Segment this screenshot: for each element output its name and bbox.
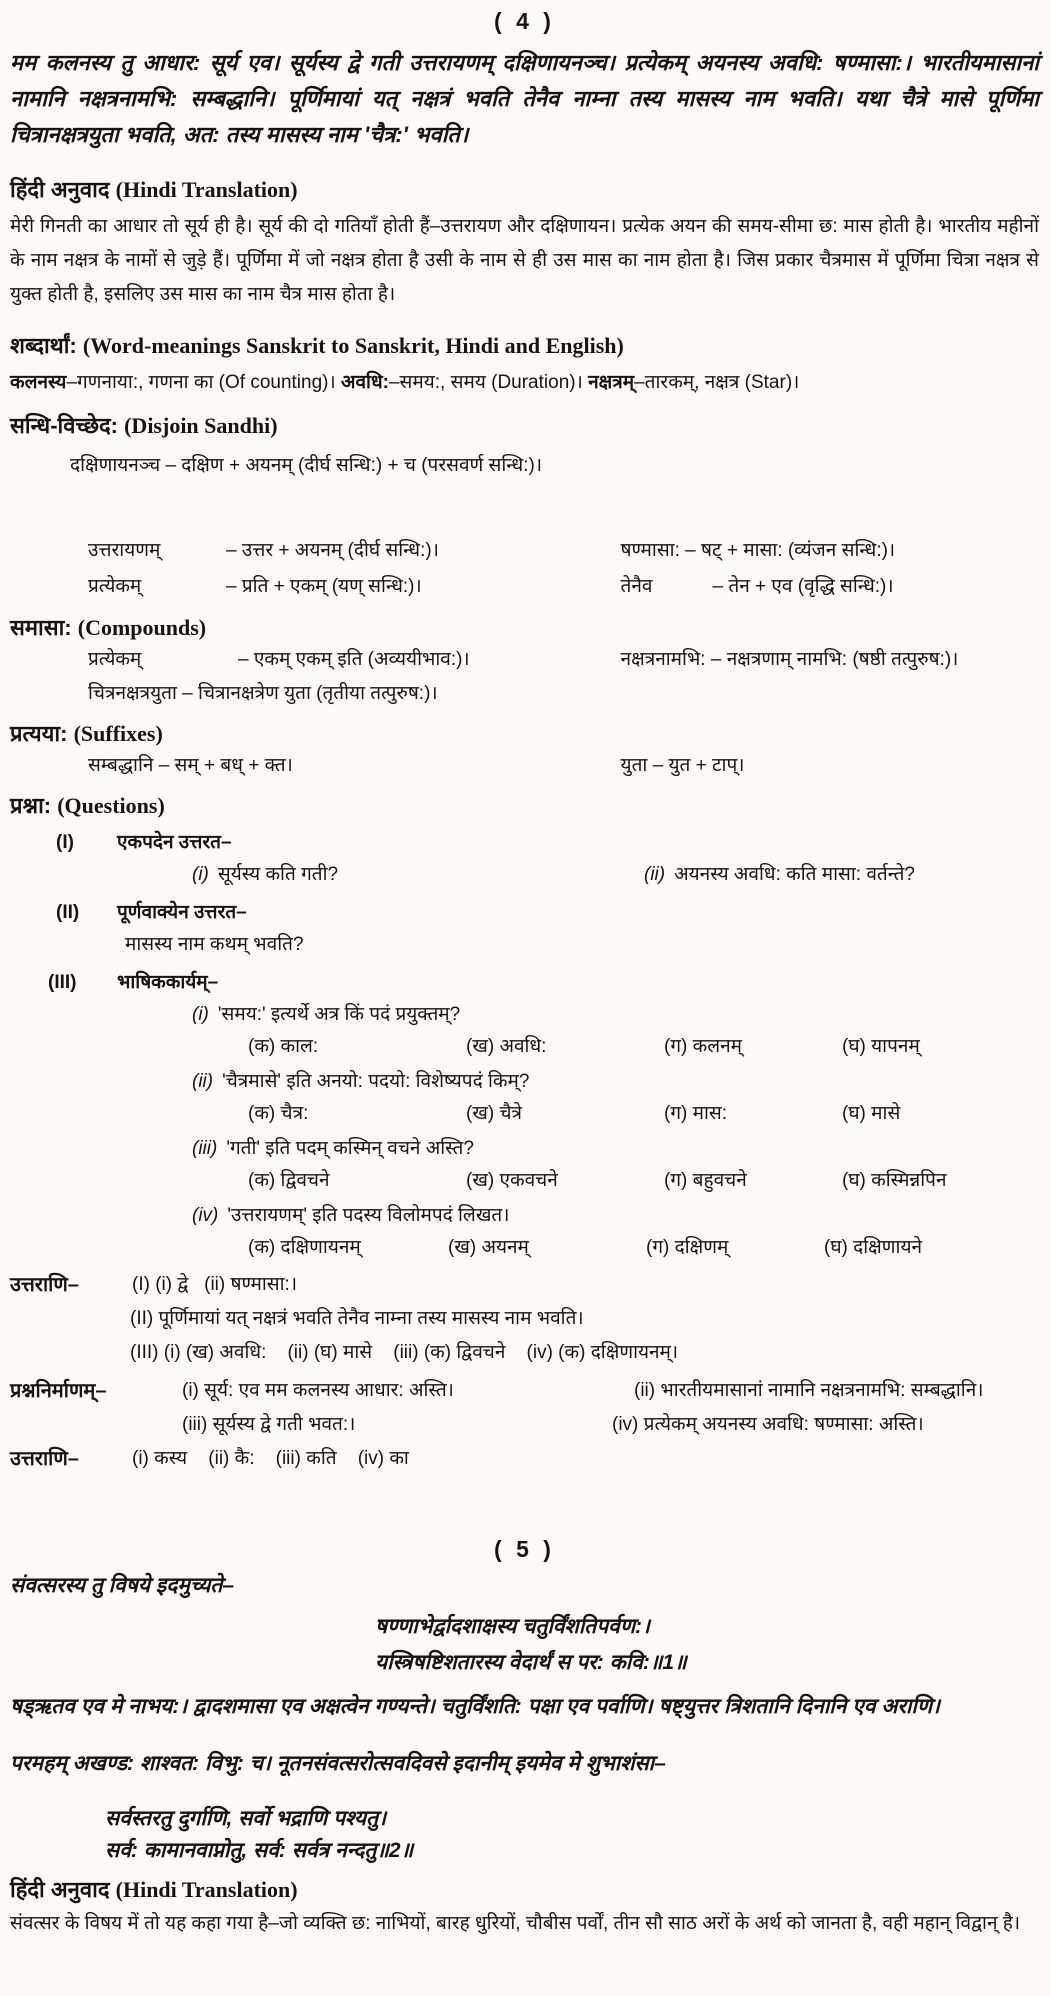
word-meanings-heading (10, 331, 1039, 361)
verse-line: सर्व: कामानवाप्नोतु, सर्व: सर्वत्र नन्दतु॥2॥ (105, 1839, 414, 1862)
hindi-translation-paragraph-p5: संवत्सर के विषय में तो यह कहा गया है–जो व्यक्ति छ: नाभियों, बारह धुरियों, चौबीस पर्वों, तीन सौ साठ अरों के अर्थ को जानता है, वही महान् विद्वान् है। (10, 1913, 1021, 1934)
question-II-text: मासस्य नाम कथम् भवति? (125, 934, 304, 955)
mcq-option: (ख) चैत्रे (466, 1103, 523, 1124)
mcq-option: (ग) दक्षिणम् (646, 1237, 729, 1258)
hindi-translation-paragraph-p4: मेरी गिनती का आधार तो सूर्य ही है। सूर्य की दो गतियाँ होती हैं–उत्तरायण और दक्षिणायन। प्रत्येक अयन की समय-सीमा छ: मास होती है। भारतीय महीनों के नाम नक्षत्र के नामों से जुड़े हैं। पूर्णिमा में जो नक्षत्र होता है उसी के नाम से ही उस मास का नाम होता है। जिस प्रकार चैत्रमास में पूर्णिमा चित्रा नक्षत्र से युक्त होती है, इसलिए उस मास का नाम चैत्र मास होता है। (10, 216, 1039, 305)
mcq-question-text: 'समय:' इत्यर्थे अत्र किं पदं प्रयुक्तम्? (217, 1004, 461, 1025)
mcq-question-text: 'गती' इति पदम् कस्मिन् वचने अस्ति? (226, 1138, 474, 1159)
mcq-question (10, 1066, 1039, 1098)
word-meaning-term: नक्षत्रम् (588, 372, 635, 393)
sanskrit-paragraph-1-p5: षड्ऋतव एव मे नाभय:। द्वादशमासा एव अक्षत्वेन गण्यन्ते। चतुर्विंशति: पक्षा एव पर्वाणि। षष्ट्युत्तर त्रिशतानि दिनानि एव अराणि। (10, 1695, 941, 1718)
question-item (644, 859, 1039, 891)
blank-gap (10, 481, 1039, 533)
mcq-option: (घ) दक्षिणायने (824, 1237, 923, 1258)
heading-hindi-text: शब्दार्थां: (10, 333, 77, 358)
word-meaning-definition: –गणनाया:, गणना का (Of counting)। (66, 372, 341, 393)
question-formation-answers (10, 1442, 1039, 1476)
question-formation-item: (i) सूर्य: एव मम कलनस्य आधार: अस्ति। (182, 1380, 454, 1401)
heading-english-text: (Suffixes) (73, 721, 163, 746)
mcq-option: (ख) एकवचने (466, 1170, 558, 1191)
heading-hindi-text: सन्धि-विच्छेद: (10, 413, 118, 438)
word-meaning-term: अवधि: (340, 372, 389, 393)
item-text: अयनस्य अवधि: कति मासा: वर्तन्ते? (674, 864, 915, 885)
mcq-options-row (10, 1232, 1039, 1264)
heading-hindi-text: हिंदी अनुवाद (10, 177, 110, 202)
sandhi-row (10, 569, 1039, 605)
answers-label: उत्तराणि– (10, 1448, 79, 1470)
suffix-row (10, 749, 1039, 783)
answers-line-2: (II) पूर्णिमायां यत् नक्षत्रं भवति तेनैव नाम्ना तस्य मासस्य नाम भवति। (130, 1308, 584, 1329)
verse-line: सर्वस्तरतु दुर्गाणि, सर्वो भद्राणि पश्यतु। (105, 1807, 387, 1830)
sanskrit-verse-2 (10, 1803, 1039, 1867)
question-II-header (10, 897, 1039, 929)
question-title: पूर्णवाक्येन उत्तरत– (117, 902, 247, 923)
question-I-items (10, 859, 1039, 891)
mcq-question-text: 'चैत्रमासे' इति अनयो: पदयो: विशेष्यपदं किम्? (222, 1071, 530, 1092)
word-meaning-definition: –तारकम्, नक्षत्र (Star)। (634, 372, 800, 393)
heading-english-text: (Word-meanings Sanskrit to Sanskrit, Hindi and English) (82, 333, 624, 358)
sandhi-term: उत्तरायणम् (88, 540, 161, 561)
compound-entry: नक्षत्रनामभि: – नक्षत्रणाम् नामभि: (षष्ठी तत्पुरुष:)। (620, 649, 959, 670)
mcq-options-row (10, 1098, 1039, 1130)
question-formation-item: (iii) सूर्यस्य द्वे गती भवत:। (182, 1414, 356, 1435)
mcq-option: (घ) यापनम् (842, 1036, 920, 1057)
question-formation-item: (ii) भारतीयमासानां नामानि नक्षत्रनामभि: सम्बद्धानि। (634, 1380, 984, 1401)
item-text: सूर्यस्य कति गती? (217, 864, 339, 885)
question-roman-numeral: (I) (56, 832, 74, 853)
compound-split: – एकम् एकम् इति (अव्ययीभाव:)। (238, 649, 470, 670)
heading-hindi-text: हिंदी अनुवाद (10, 1877, 110, 1902)
question-formation-row (182, 1374, 1039, 1408)
mcq-option: (ख) अयनम् (448, 1237, 529, 1258)
item-number: (iv) (192, 1205, 219, 1226)
sandhi-row (10, 533, 1039, 569)
compound-entry: चित्रनक्षत्रयुता – चित्रानक्षत्रेण युता (तृतीया तत्पुरुष:)। (88, 683, 438, 704)
item-number: (iii) (192, 1138, 218, 1159)
sandhi-entry (88, 533, 621, 569)
compound-term: प्रत्येकम् (88, 649, 142, 670)
question-formation-item: (iv) प्रत्येकम् अयनस्य अवधि: षण्मासा: अस्ति। (612, 1414, 924, 1435)
question-roman-numeral: (III) (48, 972, 77, 993)
mcq-option: (ग) बहुवचने (664, 1170, 747, 1191)
answers-label: उत्तराणि– (10, 1274, 79, 1296)
heading-english-text: (Hindi Translation) (115, 177, 298, 202)
word-meaning-definition: –समय:, समय (Duration)। (388, 372, 589, 393)
heading-english-text: (Compounds) (77, 615, 207, 640)
sandhi-term: प्रत्येकम् (88, 576, 142, 597)
question-title: भाषिककार्यम्– (117, 972, 219, 993)
heading-hindi-text: प्रश्ना: (10, 793, 52, 818)
word-meanings-line (10, 368, 1039, 398)
question-formation-label: प्रश्ननिर्माणम्– (10, 1380, 107, 1402)
suffix-entry: युता – युत + टाप्। (620, 755, 745, 776)
mcq-question (10, 1133, 1039, 1165)
question-roman-numeral: (II) (56, 902, 80, 923)
page-number-4: ( 4 ) (494, 8, 555, 34)
sanskrit-verse-1 (375, 1609, 1039, 1681)
verse-line: यस्त्रिषष्टिशतारस्य वेदार्थं स पर: कवि:॥1॥ (375, 1651, 687, 1674)
question-III-header (10, 967, 1039, 999)
item-number: (i) (192, 864, 209, 885)
mcq-option: (ख) अवधि: (466, 1036, 547, 1057)
sandhi-entry (621, 569, 1039, 605)
sanskrit-intro-paragraph: मम कलनस्य तु आधार: सूर्य एव। सूर्यस्य द्वे गती उत्तरायणम् दक्षिणायनञ्च। प्रत्येकम् अयनस्य अवधि: षण्मासा:। भारतीयमासानां नामानि नक्षत्रनामभि: सम्बद्धानि। पूर्णिमायां यत् नक्षत्रं भवति तेनैव नाम्ना तस्य मासस्य नाम भवति। यथा चैत्रे मासे पूर्णिमा चित्रानक्षत्रयुता भवति, अत: तस्य मासस्य नाम 'चैत्र:' भवति। (10, 50, 1039, 147)
mcq-option: (क) दक्षिणायनम् (248, 1237, 361, 1258)
mcq-option: (घ) कस्मिन्नपिन (842, 1170, 947, 1191)
sandhi-entry (88, 569, 621, 605)
answers-block (10, 1268, 1039, 1302)
sandhi-split: – तेन + एव (वृद्धि सन्धि:)। (712, 576, 894, 597)
sanskrit-intro-line-p5: संवत्सरस्य तु विषये इदमुच्यते– (10, 1574, 235, 1597)
mcq-question-text: 'उत्तरायणम्' इति पदस्य विलोमपदं लिखत। (227, 1205, 510, 1226)
sandhi-split: – षट् + मासा: (व्यंजन सन्धि:)। (685, 540, 896, 561)
suffixes-heading (10, 719, 1039, 749)
question-I-header (10, 827, 1039, 859)
sandhi-term: षण्मासा: (620, 540, 680, 561)
question-formation-block (10, 1374, 1039, 1408)
mcq-options-row (10, 1165, 1039, 1197)
questions-heading (10, 791, 1039, 821)
heading-english-text: (Disjoin Sandhi) (124, 413, 278, 438)
answers-text: (i) कस्य (ii) कै: (iii) कति (iv) का (132, 1448, 409, 1469)
mcq-option: (क) द्विवचने (248, 1170, 330, 1191)
compound-row (10, 643, 1039, 677)
question-formation-cols (182, 1374, 1039, 1408)
sandhi-split: – प्रति + एकम् (यण् सन्धि:)। (226, 576, 422, 597)
heading-english-text: (Hindi Translation) (115, 1877, 298, 1902)
page-break-gap (10, 1476, 1039, 1534)
item-number: (ii) (192, 1071, 214, 1092)
word-meaning-term: कलनस्य (10, 372, 67, 393)
answers-line-3: (III) (i) (ख) अवधि: (ii) (घ) मासे (iii) (क) द्विवचने (iv) (क) दक्षिणायनम्। (130, 1342, 679, 1363)
suffix-entry: सम्बद्धानि – सम् + बध् + क्त। (88, 755, 293, 776)
heading-hindi-text: प्रत्यया: (10, 721, 68, 746)
sandhi-entry (621, 533, 1039, 569)
mcq-option: (ग) मास: (664, 1103, 728, 1124)
mcq-option: (घ) मासे (842, 1103, 901, 1124)
answers-line-1: (I) (i) द्वे (ii) षण्मासा:। (132, 1274, 298, 1295)
question-title: एकपदेन उत्तरत– (117, 832, 232, 853)
hindi-translation-heading-p4 (10, 175, 1039, 205)
sandhi-term: तेनैव (620, 576, 653, 597)
sandhi-entry-full: दक्षिणायनञ्च – दक्षिण + अयनम् (दीर्घ सन्धि:) + च (परसवर्ण सन्धि:)। (70, 455, 543, 476)
heading-hindi-text: समासा: (10, 615, 72, 640)
page-number-5: ( 5 ) (494, 1536, 555, 1562)
question-formation-row (10, 1408, 1039, 1442)
verse-line: षण्णाभेर्द्वादशाक्षस्य चतुर्विंशतिपर्वण:। (375, 1615, 650, 1638)
mcq-question (10, 1200, 1039, 1232)
compounds-heading (10, 613, 1039, 643)
mcq-option: (ग) कलनम् (664, 1036, 743, 1057)
item-number: (i) (192, 1004, 209, 1025)
sandhi-heading (10, 411, 1039, 441)
sandhi-split: – उत्तर + अयनम् (दीर्घ सन्धि:)। (226, 540, 439, 561)
mcq-options-row (10, 1031, 1039, 1063)
question-item (192, 859, 644, 891)
mcq-question (10, 999, 1039, 1031)
heading-english-text: (Questions) (57, 793, 165, 818)
mcq-option: (क) काल: (248, 1036, 319, 1057)
sanskrit-paragraph-2-p5: परमहम् अखण्ड: शाश्वत: विभु: च। नूतनसंवत्सरोत्सवदिवसे इदानीम् इयमेव मे शुभाशंसा– (10, 1752, 666, 1775)
compound-entry (88, 643, 621, 677)
mcq-option: (क) चैत्र: (248, 1103, 309, 1124)
item-number: (ii) (644, 864, 666, 885)
hindi-translation-heading-p5 (10, 1875, 1039, 1905)
